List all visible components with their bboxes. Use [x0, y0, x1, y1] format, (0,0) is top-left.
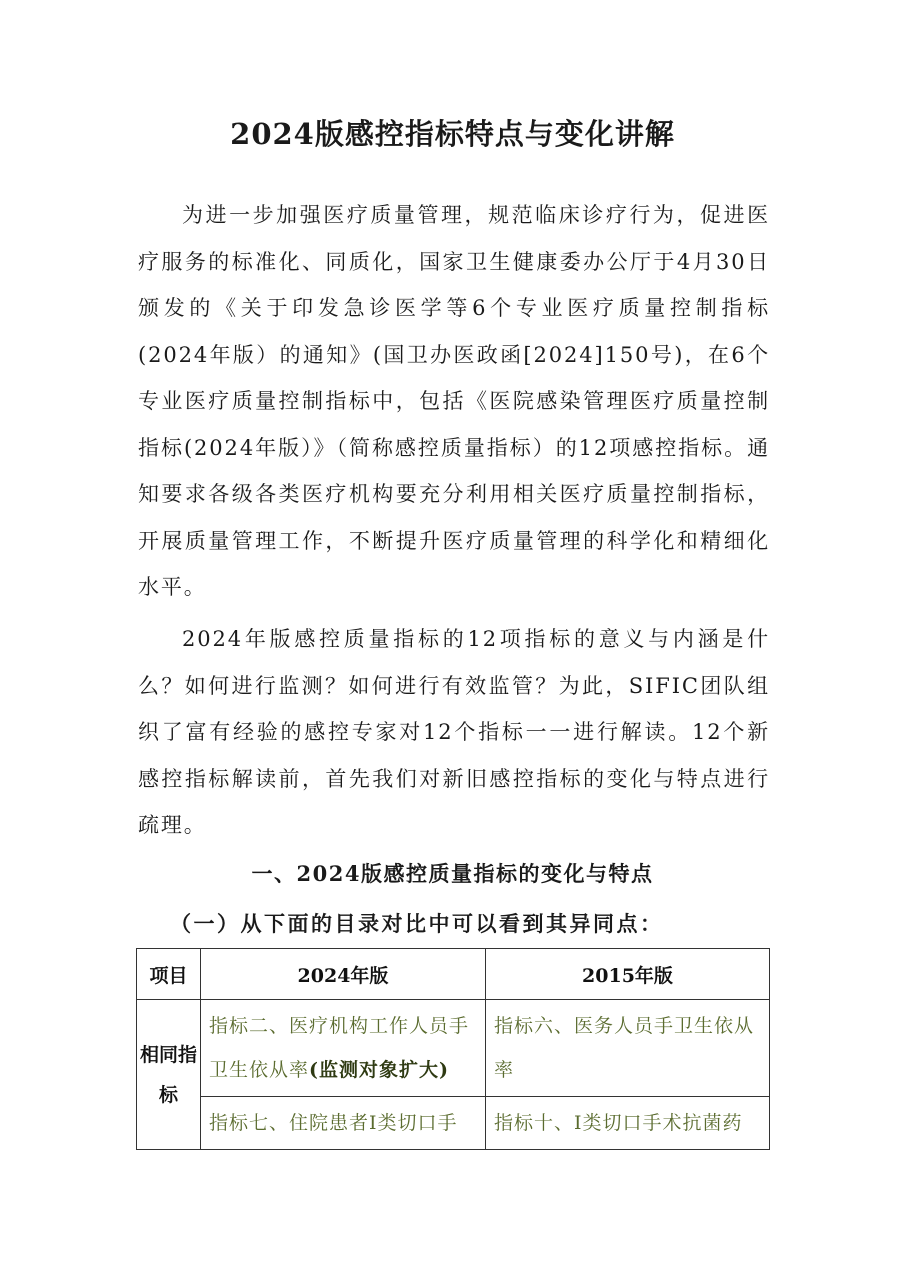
subsection-heading: （一）从下面的目录对比中可以看到其异同点：: [170, 911, 664, 936]
header-item: 项目: [137, 949, 201, 1000]
cell-2024-text: 指标二、医疗机构工作人员手卫生依从率: [209, 1015, 470, 1081]
section-heading: 一、2024版感控质量指标的变化与特点: [251, 861, 654, 886]
cell-2015-text: 指标十、Ⅰ类切口手术抗菌药: [494, 1112, 743, 1134]
cell-2024: [201, 1000, 486, 1097]
comparison-table: [136, 948, 770, 1150]
header-2015: 2015年版: [486, 949, 770, 1000]
table-row: [137, 1097, 770, 1150]
category-cell: 相同指标: [137, 1000, 201, 1150]
document-title: 2024版感控指标特点与变化讲解: [230, 117, 675, 151]
cell-2015: [486, 1097, 770, 1150]
intro-paragraph: 为进一步加强医疗质量管理，规范临床诊疗行为，促进医疗服务的标准化、同质化，国家卫生健康委办公厅于4月30日颁发的《关于印发急诊医学等6个专业医疗质量控制指标(2024年版）的通知》(国卫办医政函[2024]150号)，在6个专业医疗质量控制指标中，包括《医院感染管理医疗质量控制指标(2024年版）》（简称感控质量指标）的12项感控指标。通知要求各级各类医疗机构要充分利用相关医疗质量控制指标，开展质量管理工作，不断提升医疗质量管理的科学化和精细化水平。: [138, 203, 770, 599]
cell-2024-text: 指标七、住院患者Ⅰ类切口手: [209, 1112, 458, 1134]
question-paragraph: 2024年版感控质量指标的12项指标的意义与内涵是什么？如何进行监测？如何进行有效监管？为此，SIFIC团队组织了富有经验的感控专家对12个指标一一进行解读。12个新感控指标解读前，首先我们对新旧感控指标的变化与特点进行疏理。: [138, 627, 770, 837]
header-2024: 2024年版: [201, 949, 486, 1000]
table-header-row: [137, 949, 770, 1000]
cell-2024: [201, 1097, 486, 1150]
cell-2015: 指标六、医务人员手卫生依从率: [486, 1000, 770, 1097]
cell-2024-note: (监测对象扩大): [309, 1059, 449, 1081]
table-row: [137, 1000, 770, 1097]
